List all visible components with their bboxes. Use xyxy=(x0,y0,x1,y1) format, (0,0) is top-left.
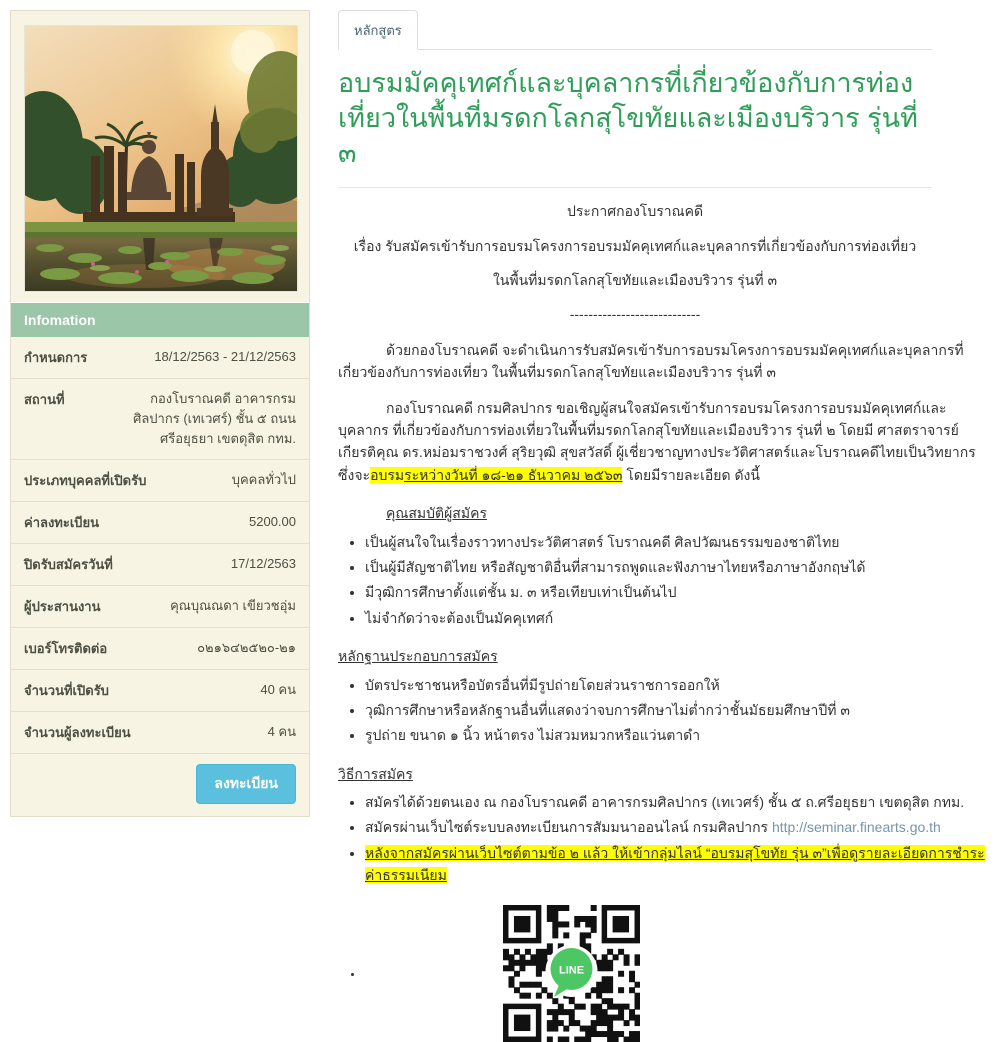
info-row-capacity xyxy=(11,670,309,712)
announcement-line: ประกาศกองโบราณคดี xyxy=(566,203,704,220)
list-item: • รูปถ่าย ขนาด ๑ นิ้ว หน้าตรง ไม่สวมหมวกหรือแว่นตาดำ xyxy=(365,724,994,746)
info-row-label: ประเภทบุคคลที่เปิดรับ xyxy=(24,473,147,489)
info-row-location xyxy=(11,379,309,460)
list-item xyxy=(365,842,994,887)
tab-course[interactable]: หลักสูตร xyxy=(338,10,418,50)
list-item: • สมัครได้ด้วยตนเอง ณ กองโบราณคดี อาคารกรมศิลปากร (เทเวศร์) ชั้น ๕ ถ.ศรีอยุธยา เขตดุสิต กทม. xyxy=(365,791,994,813)
line-logo xyxy=(546,945,598,997)
info-row-value: กองโบราณคดี อาคารกรมศิลปากร (เทเวศร์) ชั้น ๕ ถนนศรีอยุธยา เขตดุสิต กทม. xyxy=(133,391,296,447)
info-row-label: จำนวนผู้ลงทะเบียน xyxy=(24,725,131,741)
info-row-value: คุณบุณณดา เขียวชอุ่ม xyxy=(170,598,296,614)
info-row-schedule xyxy=(11,337,309,379)
list-item: • บัตรประชาชนหรือบัตรอื่นที่มีรูปถ่ายโดยส่วนราชการออกให้ xyxy=(365,674,994,696)
course-detail-panel xyxy=(338,10,994,1042)
course-content xyxy=(338,200,994,1041)
list-item: • เป็นผู้มีสัญชาติไทย หรือสัญชาติอื่นที่สามารถพูดและฟังภาษาไทยหรือภาษาอังกฤษได้ xyxy=(365,556,994,578)
info-row-label: สถานที่ xyxy=(24,392,65,407)
apply-online-text: สมัครผ่านเว็บไซต์ระบบลงทะเบียนการสัมมนาออนไลน์ กรมศิลปากร xyxy=(365,819,772,836)
info-row-value: 40 คน xyxy=(260,682,296,698)
info-row-value: 18/12/2563 - 21/12/2563 xyxy=(154,349,296,364)
info-row-phone xyxy=(11,628,309,670)
list-item: • มีวุฒิการศึกษาตั้งแต่ชั้น ม. ๓ หรือเทียบเท่าเป็นต้นไป xyxy=(365,581,994,603)
register-row xyxy=(11,754,309,816)
section-how-to-apply: วิธีการสมัคร xyxy=(338,765,413,782)
line-group-highlight xyxy=(365,845,985,883)
info-row-registered xyxy=(11,712,309,754)
temple-photo xyxy=(24,25,298,292)
info-row-value: ๐๒๑๖๔๒๕๒๐-๒๑ xyxy=(197,640,296,656)
announcement-divider: ---------------------------- xyxy=(569,306,701,323)
svg-text:LINE: LINE xyxy=(558,964,585,977)
paragraph-detail-text: กองโบราณคดี กรมศิลปากร ขอเชิญผู้สนใจสมัครเข้ารับการอบรมโครงการอบรมมัคคุเทศก์และบุคลากร ที่เกี่ยวข้องกับการท่องเที่ยวในพื้นที่มรดกโลกสุโขทัยและเมืองบริวาร รุ่นที่ ๒ โดยมี ศาสตราจารย์เกียรติคุณ ดร.หม่อมราชวงศ์ สุริยวุฒิ สุขสวัสดิ์ ผู้เชี่ยวชาญทางประวัติศาสตร์และโบราณคดีไทยเป็นวิทยากร ซึ่งจะ xyxy=(338,399,976,483)
announcement-line: เรื่อง รับสมัครเข้ารับการอบรมโครงการอบรมมัคคุเทศก์และบุคลากรที่เกี่ยวข้องกับการท่องเที่ยว xyxy=(353,237,917,254)
info-row-deadline xyxy=(11,544,309,586)
list-item: • ไม่จำกัดว่าจะต้องเป็นมัคคุเทศก์ xyxy=(365,607,994,629)
qr-list-item xyxy=(365,905,994,1042)
date-highlight-plain: อบรม xyxy=(370,466,405,483)
info-row-label: ค่าลงทะเบียน xyxy=(24,515,100,531)
documents-list xyxy=(338,674,994,747)
course-title: อบรมมัคคุเทศก์และบุคลากรที่เกี่ยวข้องกับการท่องเที่ยวในพื้นที่มรดกโลกสุโขทัยและเมืองบริวาร รุ่นที่ ๓ xyxy=(338,68,918,169)
info-row-audience xyxy=(11,460,309,502)
date-highlight xyxy=(370,467,622,483)
title-block xyxy=(338,50,932,188)
section-qualifications: คุณสมบัติผู้สมัคร xyxy=(386,505,487,522)
info-row-value: 17/12/2563 xyxy=(230,556,296,572)
list-item xyxy=(365,816,994,838)
list-item: • เป็นผู้สนใจในเรื่องราวทางประวัติศาสตร์ โบราณคดี ศิลปวัฒนธรรมของชาติไทย xyxy=(365,531,994,553)
info-row-value: 4 คน xyxy=(267,724,296,740)
seminar-link[interactable]: http://seminar.finearts.go.th xyxy=(771,819,941,836)
line-qr-code xyxy=(503,905,994,1042)
paragraph-intro: ด้วยกองโบราณคดี จะดำเนินการรับสมัครเข้ารับการอบรมโครงการอบรมมัคคุเทศก์และบุคลากรที่เกี่ยวข้องกับการท่องเที่ยว ในพื้นที่มรดกโลกสุโขทัยและเมืองบริวาร รุ่นที่ ๓ xyxy=(338,341,964,381)
paragraph-detail-tail: โดยมีรายละเอียด ดังนี้ xyxy=(622,466,760,483)
line-group-note: หลังจากสมัครผ่านเว็บไซต์ตามข้อ ๒ แล้ว ให้เข้ากลุ่มไลน์ “อบรมสุโขทัย รุ่น ๓”เพื่อดูรายละเอียดการชำระค่าธรรมเนียม xyxy=(365,844,985,884)
register-button[interactable]: ลงทะเบียน xyxy=(196,764,296,804)
info-row-label: ผู้ประสานงาน xyxy=(24,599,101,615)
announcement-line: ในพื้นที่มรดกโลกสุโขทัยและเมืองบริวาร รุ่นที่ ๓ xyxy=(492,272,778,289)
date-highlight-underlined: ระหว่างวันที่ ๑๘-๒๑ ธันวาคม ๒๕๖๓ xyxy=(404,466,623,483)
course-photo-frame xyxy=(11,11,309,302)
info-panel-title: Infomation xyxy=(11,302,309,337)
qualifications-list xyxy=(338,531,994,630)
list-item: • วุฒิการศึกษาหรือหลักฐานอื่นที่แสดงว่าจบการศึกษาไม่ต่ำกว่าชั้นมัธยมศึกษาปีที่ ๓ xyxy=(365,699,994,721)
paragraph-detail xyxy=(338,397,994,487)
info-row-label: ปิดรับสมัครวันที่ xyxy=(24,557,113,573)
apply-list xyxy=(338,791,994,887)
info-row-label: กำหนดการ xyxy=(24,350,88,365)
announcement-header xyxy=(338,200,932,326)
info-row-coordinator xyxy=(11,586,309,628)
info-row-label: จำนวนที่เปิดรับ xyxy=(24,683,109,699)
info-row-label: เบอร์โทรติดต่อ xyxy=(24,641,108,657)
info-row-value: 5200.00 xyxy=(249,514,296,530)
section-documents: หลักฐานประกอบการสมัคร xyxy=(338,648,498,665)
info-table xyxy=(11,337,309,816)
tab-bar xyxy=(338,10,932,50)
info-row-fee xyxy=(11,502,309,544)
course-info-sidebar xyxy=(10,10,310,817)
info-row-value: บุคคลทั่วไป xyxy=(231,472,296,488)
